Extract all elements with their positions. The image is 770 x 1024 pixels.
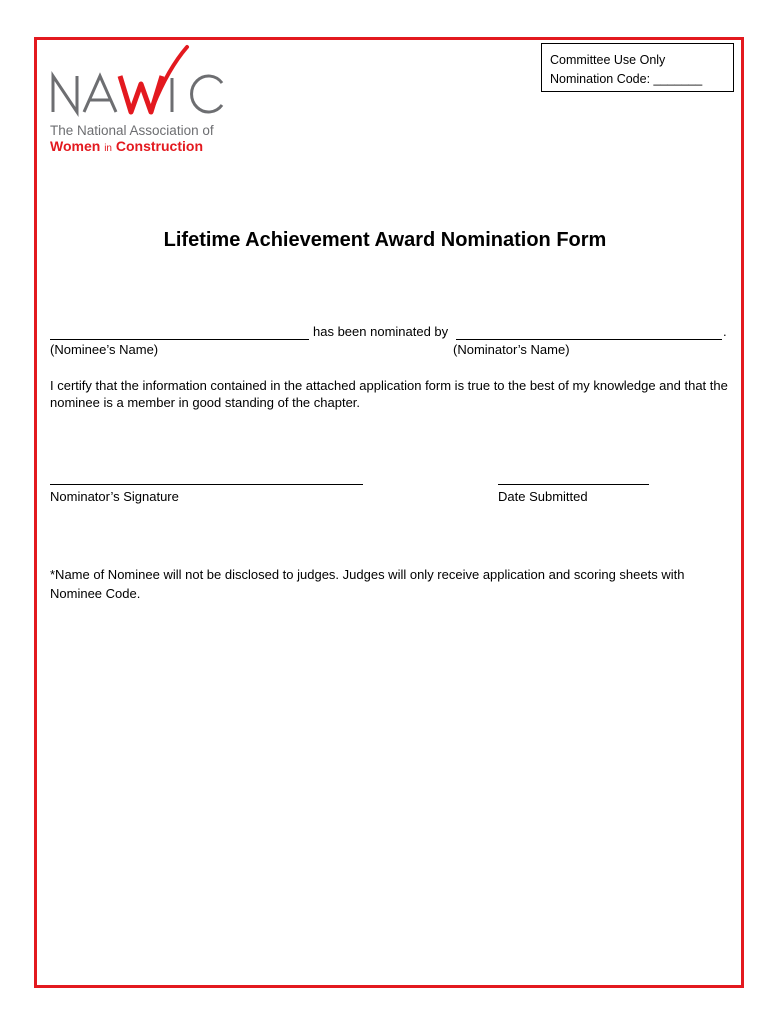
nomination-code-label: Nomination Code: _______ <box>550 72 703 86</box>
date-line[interactable] <box>498 484 649 485</box>
signature-line[interactable] <box>50 484 363 485</box>
svg-text:Women in Construct <box>50 138 203 154</box>
certification-text: I certify that the information contained in the attached application form is true to the best of my knowledge and that the nominee is a member in good standing of the chapter. <box>50 378 728 410</box>
committee-use-label: Committee Use Only <box>550 53 666 67</box>
logo-word-in: in <box>104 143 112 154</box>
logo-word-construction: Construction <box>115 138 203 154</box>
nawic-logo-icon <box>50 44 240 159</box>
page-border <box>34 37 744 988</box>
nominee-name-line[interactable] <box>50 339 309 340</box>
logo-word-women: Women <box>50 138 101 154</box>
nominated-by-text: has been nominated by <box>313 324 449 339</box>
logo-tagline-line1: The National Association of <box>50 123 214 138</box>
nominator-name-line[interactable] <box>456 339 722 340</box>
nominee-name-label: (Nominee’s Name) <box>50 342 159 357</box>
committee-use-box <box>541 43 734 92</box>
nominator-name-label: (Nominator’s Name) <box>453 342 570 357</box>
footnote-text: *Name of Nominee will not be disclosed to judges. Judges will only receive application and scoring sheets with Nominee Code. <box>50 567 685 601</box>
form-title: Lifetime Achievement Award Nomination Form <box>163 229 607 251</box>
signature-label: Nominator’s Signature <box>50 489 179 504</box>
sentence-period: . <box>723 324 727 339</box>
date-submitted-label: Date Submitted <box>498 489 588 504</box>
nawic-logo <box>50 44 240 159</box>
